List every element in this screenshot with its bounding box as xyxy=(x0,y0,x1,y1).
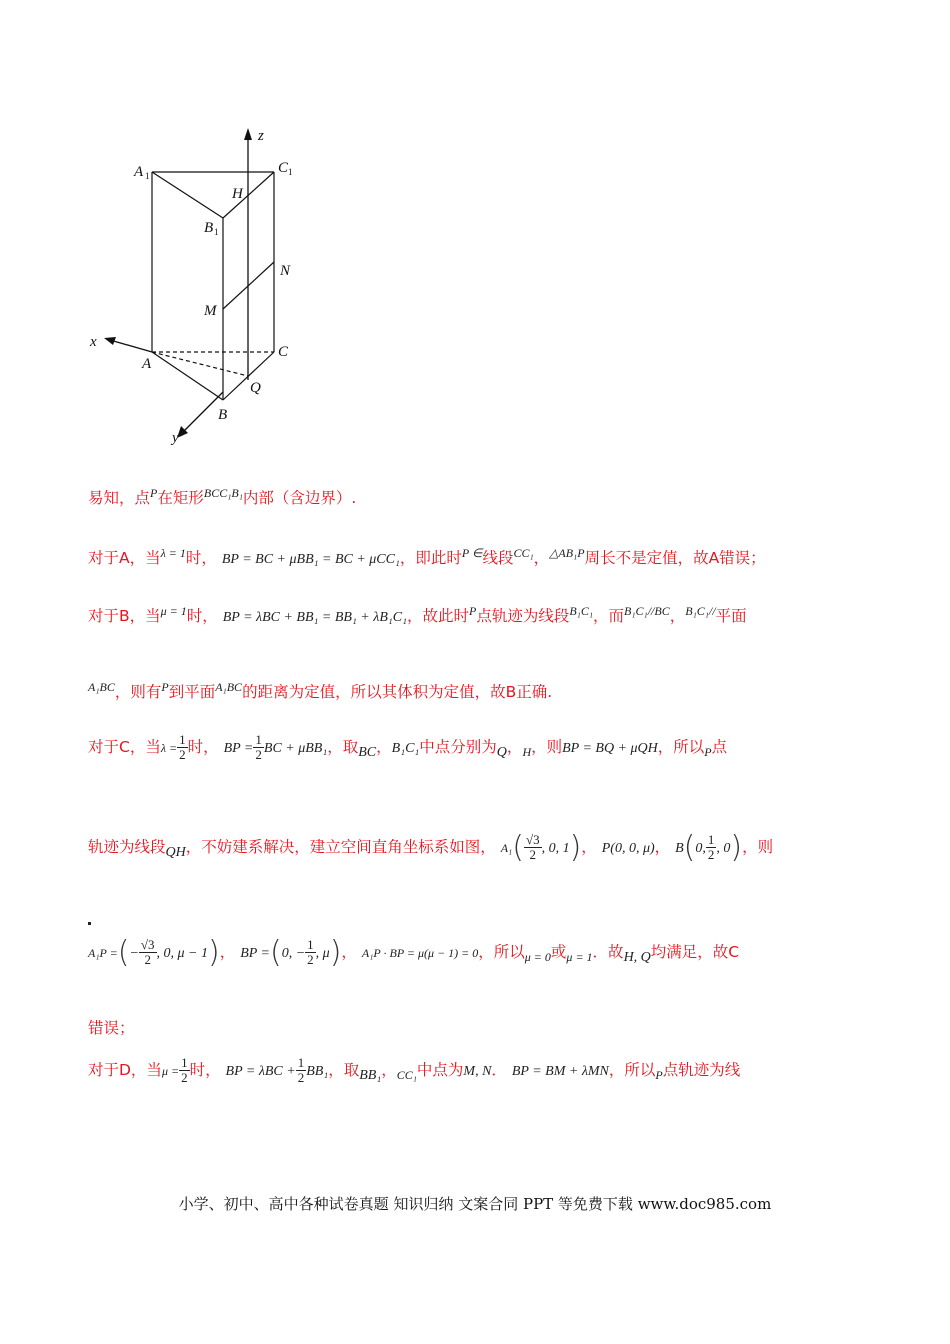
label-C1: C xyxy=(278,160,289,176)
text-line-3: 对于B，当$^{\mu = 1}$时， BP = λBC + BB₁ = BB₁ + λB₁C₁，故此时$^P$点轨迹为线段$^{B_1C_1}$，而$^{B_1C_1//BC}$，$^{B_1C_1//}$平面 xyxy=(88,604,747,626)
label-H: H xyxy=(232,186,243,202)
label-B1: B xyxy=(204,220,214,236)
label-M: M xyxy=(204,303,217,319)
label-A1: A xyxy=(134,164,144,180)
page-footer: 小学、初中、高中各种试卷真题 知识归纳 文案合同 PPT 等免费下载 www.doc985.com xyxy=(178,1195,772,1213)
x-arrow xyxy=(104,337,116,345)
prism-diagram xyxy=(80,120,310,455)
y-axis xyxy=(182,392,223,433)
text-line-1: 易知，点$^P$在矩形$^{BCC_1B_1}$内部（含边界）. xyxy=(88,486,357,508)
label-y: y xyxy=(172,430,179,446)
text-line-7: A₁P =(− $\frac{√3}{2}$ , 0, μ − 1)， BP =(0, − $\frac{1}{2}$ , μ)， A₁P · BP = μ(μ − 1) = 0，所以$_{\mu = 0}$或$_{\mu = 1}$．故$_{H, Q}$均满足，故C xyxy=(88,935,740,970)
label-B: B xyxy=(218,407,228,423)
label-x: x xyxy=(90,334,97,350)
svg-text:1: 1 xyxy=(145,171,150,181)
x-axis xyxy=(110,340,152,352)
text-line-6: 轨迹为线段$_{QH}$，不妨建系解决，建立空间直角坐标系如图， A₁( $\frac{√3}{2}$ , 0, 1)， P(0, 0, μ)， B(0, $\frac{1}{2}$ , 0)，则 xyxy=(88,830,774,865)
text-line-5: 对于C，当λ = $\frac{1}{2}$ 时， BP = $\frac{1}{2}$ BC + μBB₁，取$_{BC}$，B₁C₁中点分别为$_Q$，$_H$，则BP = BQ + μQH，所以$_P$点 xyxy=(88,732,728,762)
prism-figure xyxy=(80,120,310,455)
text-line-4: $^{A_1BC}$，则有$^P$到平面$^{A_1BC}$的距离为定值，所以其体积为定值，故B正确. xyxy=(88,680,553,702)
z-arrow xyxy=(244,128,252,140)
label-N: N xyxy=(280,263,291,279)
svg-text:1: 1 xyxy=(288,167,293,177)
svg-text:1: 1 xyxy=(214,227,219,237)
label-z: z xyxy=(258,128,264,144)
stray-dot xyxy=(88,922,91,925)
label-A: A xyxy=(142,356,152,372)
text-line-2: 对于A，当$^{\lambda = 1}$时， BP = BC + μBB₁ = BC + μCC₁，即此时$^{P \in}$线段$^{CC_1}$，$^{\triangle AB_1P}$周长不是定值，故A错误； xyxy=(88,546,766,568)
label-C: C xyxy=(278,344,289,360)
text-line-8: 错误； xyxy=(88,1019,135,1037)
text-line-9: 对于D，当μ = $\frac{1}{2}$ 时， BP = λBC + $\frac{1}{2}$ BB₁，取$_{BB_1}$，$_{CC_1}$中点为M, N． BP = BM + λMN，所以$_P$点轨迹为线 xyxy=(88,1055,741,1085)
label-Q: Q xyxy=(250,380,261,396)
